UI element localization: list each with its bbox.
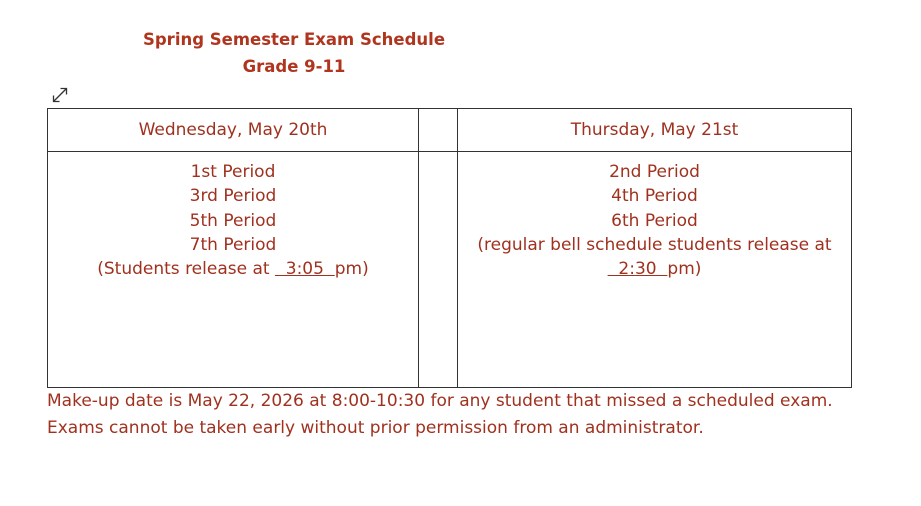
table-header-row	[48, 109, 852, 152]
release-suffix: pm)	[667, 259, 702, 280]
table-body-row	[48, 152, 852, 388]
exam-schedule-table	[47, 108, 852, 388]
makeup-date-note: Make-up date is May 22, 2026 at 8:00-10:30 for any student that missed a scheduled exam.	[47, 391, 833, 411]
header-cell-wednesday: Wednesday, May 20th	[48, 109, 419, 152]
wednesday-periods-cell	[48, 152, 419, 388]
period-line: 5th Period	[189, 210, 277, 231]
document-title: Spring Semester Exam Schedule	[142, 30, 446, 49]
document-subtitle-grade: Grade 9-11	[242, 57, 346, 76]
period-line: 6th Period	[611, 210, 698, 231]
period-line: 7th Period	[189, 234, 277, 255]
header-cell-spacer	[419, 109, 458, 152]
expand-diagonal-icon[interactable]	[51, 86, 69, 104]
period-line: 4th Period	[611, 186, 698, 207]
spacer-cell	[419, 152, 458, 388]
release-note-wednesday	[48, 257, 418, 281]
release-time-wednesday: 3:05	[274, 259, 335, 280]
release-prefix: (Students release at	[97, 259, 275, 280]
period-line: 3rd Period	[189, 186, 277, 207]
early-exam-note: Exams cannot be taken early without prior permission from an administrator.	[47, 418, 704, 438]
header-cell-thursday: Thursday, May 21st	[458, 109, 852, 152]
release-suffix: pm)	[334, 259, 369, 280]
release-note-thursday: (regular bell schedule students release at	[477, 234, 832, 255]
period-line: 1st Period	[190, 162, 276, 182]
period-line: 2nd Period	[609, 162, 700, 182]
thursday-periods-cell	[458, 152, 852, 388]
release-time-line-thursday	[458, 257, 851, 281]
release-time-thursday: 2:30	[607, 259, 668, 280]
